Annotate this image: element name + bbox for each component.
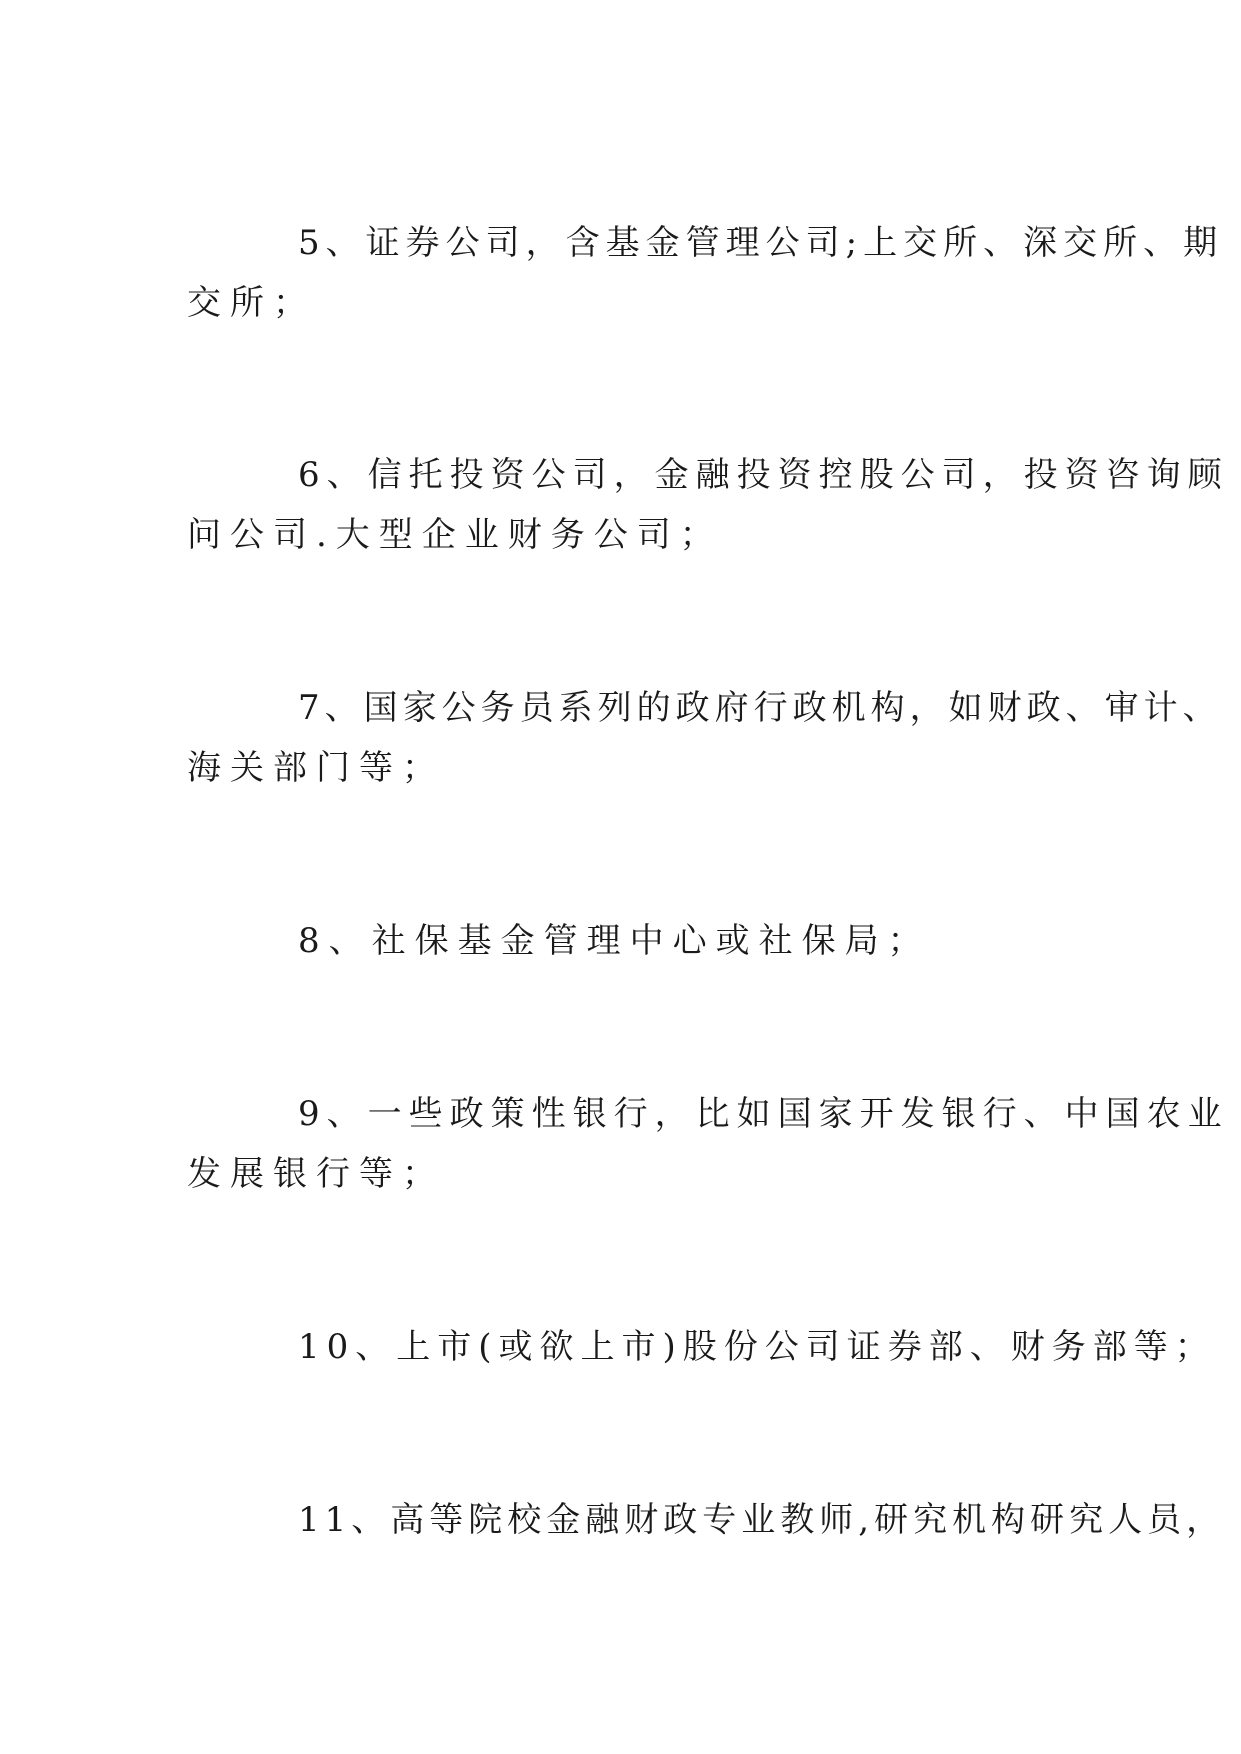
item-8-line-1: 8、社保基金管理中心或社保局；	[298, 921, 931, 961]
item-5-line-2: 交所；	[187, 283, 316, 323]
item-9-line-2: 发展银行等；	[187, 1154, 445, 1194]
item-7-line-1: 7、国家公务员系列的政府行政机构，如财政、审计、	[298, 688, 1222, 728]
item-7-line-2: 海关部门等；	[187, 748, 445, 788]
item-11-line-1: 11、高等院校金融财政专业教师,研究机构研究人员，	[298, 1500, 1226, 1540]
item-5-line-1: 5、证券公司，含基金管理公司;上交所、深交所、期	[298, 223, 1224, 263]
item-6-line-1: 6、信托投资公司，金融投资控股公司，投资咨询顾	[298, 455, 1229, 495]
item-6-line-2: 问公司.大型企业财务公司；	[187, 515, 723, 555]
item-10-line-1: 10、上市(或欲上市)股份公司证券部、财务部等；	[298, 1327, 1216, 1367]
item-9-line-1: 9、一些政策性银行，比如国家开发银行、中国农业	[298, 1094, 1229, 1134]
